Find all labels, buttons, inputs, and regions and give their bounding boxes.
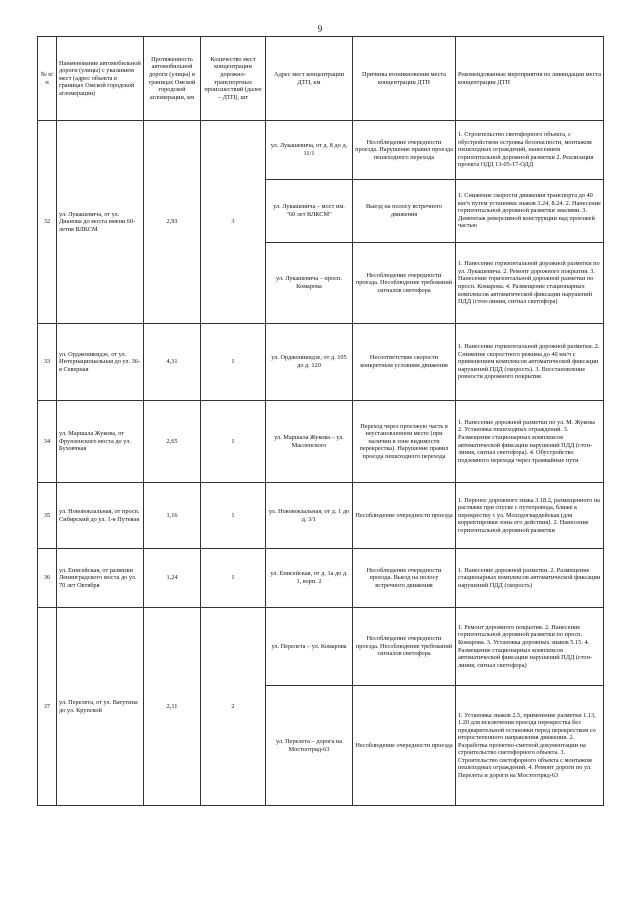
place-cause: Несоблюдение очередности проезда. Несоблюдение требований сигналов светофора	[353, 608, 456, 686]
place-address: ул. Перелета – ул. Комарова	[266, 608, 353, 686]
table-row	[38, 121, 604, 180]
table-row	[38, 483, 604, 549]
place-measures: 1. Нанесение дорожной разметки по ул. М. Жукова 2. Установка пешеходных ограждений. 3. Размещение стационарных комплексов автоматической фиксации нарушений ПДД (стоп-линия, сигнал светофора). 4. Обустройство подземного перехода через трамвайные пути	[456, 401, 604, 483]
places-count: 1	[201, 324, 266, 401]
row-number: 33	[38, 324, 57, 401]
place-cause: Несоблюдение очередности проезда. Нарушение правил проезда пешеходного перехода	[353, 121, 456, 180]
page-number: 9	[317, 24, 323, 34]
place-address: ул. Маршала Жукова – ул. Масленского	[266, 401, 353, 483]
place-address: ул. Лукашевича – просп. Комарова	[266, 243, 353, 324]
place-address: ул. Перелета – дорога на Мостоотряд-63	[266, 686, 353, 806]
row-number: 37	[38, 608, 57, 806]
places-count: 3	[201, 121, 266, 324]
place-measures: 1. Установка знаков 2.5, применение разметки 1.13, 1.20 для исключения проезда перекрестка без предварительной остановки перед перекрестком со второстепенного направления движения. 2. Разработка проектно-сметной документации на строительство светофорного объекта. 3. Строительство светофорного объекта с монтажом пешеходных ограждений. 4. Ремонт дороги по ул. Перелета и дороги на Мостоотряд-63	[456, 686, 604, 806]
place-address: ул. Нововокзальная, от д. 1 до д. 3/1	[266, 483, 353, 549]
dtp-concentration-table	[37, 36, 604, 806]
table-row	[38, 608, 604, 686]
table-header-row	[38, 37, 604, 121]
road-name: ул. Перелета, от ул. Ватутина до ул. Крупской	[57, 608, 144, 806]
header-road: Наименование автомобильной дороги (улицы) с указанием мест (адрес объекта в границах Омской городской агломерации)	[57, 37, 144, 121]
row-number: 36	[38, 549, 57, 608]
road-length: 2,93	[144, 121, 201, 324]
place-measures: 1. Нанесение горизонтальной дорожной разметки по ул. Лукашевича. 2. Ремонт дорожного покрытия. 3. Нанесение горизонтальной дорожной разметки по просп. Комарова. 4. Размещение стационарных комплексов автоматической фиксации нарушений ПДД (стоп-линия, сигнал светофора)	[456, 243, 604, 324]
place-address: ул. Лукашевича – мост им. "60 лет ВЛКСМ"	[266, 180, 353, 243]
row-number: 34	[38, 401, 57, 483]
place-measures: 1. Перенос дорожного знака 3.18.2, размещенного на растяжке при спуске с путепровода, ближе к перекрестку с ул. Молодогвардейская (для корректировки зоны его действия). 2. Нанесение горизонтальной дорожной разметки	[456, 483, 604, 549]
place-measures: 1. Нанесение дорожной разметки. 2. Размещение стационарных комплексов автоматической фиксации нарушений ПДД (скорость)	[456, 549, 604, 608]
places-count: 1	[201, 401, 266, 483]
road-length: 1,16	[144, 483, 201, 549]
road-name: ул. Лукашевича, от ул. Дианова до моста имени 60-летия ВЛКСМ	[57, 121, 144, 324]
road-name: ул. Нововокзальная, от просп. Сибирский до ул. 1-я Путевая	[57, 483, 144, 549]
header-measures: Рекомендованные мероприятия по ликвидации места концентрации ДТП	[456, 37, 604, 121]
table-row	[38, 324, 604, 401]
table-row	[38, 549, 604, 608]
place-address: ул. Орджоникидзе, от д. 105 до д. 120	[266, 324, 353, 401]
place-cause: Выезд на полосу встречного движения	[353, 180, 456, 243]
place-measures: 1. Снижение скорости движения транспорта до 40 км/ч путем установки знаков 3.24, 8.24. 2. Нанесение горизонтальной дорожной разметки эмалями. 3. Демонтаж реверсивной конструкции над проезжей частью	[456, 180, 604, 243]
place-measures: 1. Строительство светофорного объекта, с обустройством островка безопасности, монтажом пешеходных ограждений, нанесением горизонтальной дорожной разметки 2. Реализация проекта ОДД 13-05-17-ОДД	[456, 121, 604, 180]
place-cause: Несоблюдение очередности проезда. Выезд на полосу встречного движения	[353, 549, 456, 608]
place-cause: Переход через проезжую часть в неустановленном месте (при наличии в зоне видимости перекрестка). Нарушение правил проезда пешеходного перехода	[353, 401, 456, 483]
road-name: ул. Орджоникидзе, от ул. Интернациональная до ул. 36-я Северная	[57, 324, 144, 401]
place-measures: 1. Ремонт дорожного покрытия. 2. Нанесение горизонтальной дорожной разметки по просп. Комарова. 3. Установка дорожных знаков 5.15. 4. Размещение стационарных комплексов автоматической фиксации нарушений ПДД (стоп-линия, сигнал светофора)	[456, 608, 604, 686]
header-count: Количество мест концентрации дорожно-транспортных происшествий (далее – ДТП), шт	[201, 37, 266, 121]
places-count: 1	[201, 483, 266, 549]
place-cause: Несоответствие скорости конкретным условиям движения	[353, 324, 456, 401]
header-address: Адрес мест концентрации ДТП, км	[266, 37, 353, 121]
header-num: № п/п	[38, 37, 57, 121]
row-number: 32	[38, 121, 57, 324]
row-number: 35	[38, 483, 57, 549]
place-cause: Несоблюдение очередности проезда	[353, 483, 456, 549]
road-name: ул. Енисейская, от развязки Ленинградского моста до ул. 70 лет Октября	[57, 549, 144, 608]
place-cause: Несоблюдение очередности проезда	[353, 686, 456, 806]
place-cause: Несоблюдение очередности проезда. Несоблюдение требований сигналов светофора	[353, 243, 456, 324]
places-count: 1	[201, 549, 266, 608]
header-causes: Причины возникновения места концентрации ДТП	[353, 37, 456, 121]
road-length: 1,24	[144, 549, 201, 608]
road-length: 4,31	[144, 324, 201, 401]
road-length: 2,65	[144, 401, 201, 483]
road-length: 2,11	[144, 608, 201, 806]
road-name: ул. Маршала Жукова, от Фрунзенского моста до ул. Буховчкая	[57, 401, 144, 483]
place-address: ул. Енисейская, от д. 1а до д. 1, корп. 2	[266, 549, 353, 608]
table-row	[38, 401, 604, 483]
places-count: 2	[201, 608, 266, 806]
place-measures: 1. Нанесение горизонтальной дорожной разметки. 2. Снижение скоростного режима до 40 км/ч с применением комплексов автоматической фиксации нарушений ПДД (скорость). 3. Восстановление ровности дорожного покрытия	[456, 324, 604, 401]
header-length: Протяженность автомобильной дороги (улицы) в границах Омской городской агломерации, км	[144, 37, 201, 121]
place-address: ул. Лукашевича, от д. 8 до д. 11/1	[266, 121, 353, 180]
